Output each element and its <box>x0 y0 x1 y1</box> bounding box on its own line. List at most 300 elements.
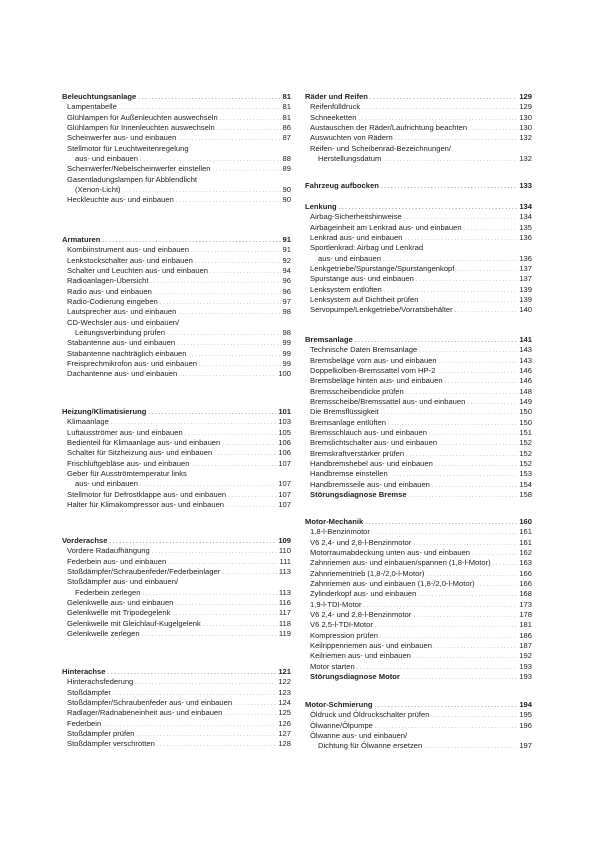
entry-label: Gelenkwelle mit Gleichlauf-Kugelgelenk <box>67 618 201 628</box>
toc-entry[interactable] <box>305 212 532 222</box>
dot-leader <box>189 350 281 360</box>
page-number: 107 <box>278 458 291 468</box>
entry-label: Beleuchtungsanlage <box>62 92 137 101</box>
toc-entry[interactable] <box>62 195 291 205</box>
entry-label: Störungsdiagnose Motor <box>310 672 400 682</box>
page-number: 148 <box>519 386 532 396</box>
entry-label: 1,8-l-Benzinmotor <box>310 527 370 537</box>
toc-entry[interactable] <box>305 589 532 599</box>
page-number: 161 <box>519 537 532 547</box>
toc-entry[interactable] <box>62 144 291 154</box>
page-number: 133 <box>519 181 532 190</box>
section-heading[interactable] <box>62 235 291 245</box>
page-number: 106 <box>278 438 291 448</box>
toc-entry[interactable] <box>62 677 291 687</box>
dot-leader <box>432 481 517 491</box>
entry-label: Handbremse einstellen <box>310 469 388 479</box>
dot-leader <box>142 630 277 640</box>
toc-entry[interactable] <box>305 123 532 133</box>
toc-entry[interactable] <box>62 619 291 629</box>
toc-entry[interactable] <box>305 233 532 243</box>
page-number: 150 <box>519 407 532 417</box>
toc-entry[interactable] <box>62 500 291 510</box>
entry-label: Räder und Reifen <box>305 92 368 101</box>
toc-section <box>62 536 291 639</box>
dot-leader <box>469 124 517 134</box>
page-number: 118 <box>278 618 291 628</box>
page-number: 134 <box>519 212 532 222</box>
toc-entry[interactable] <box>62 708 291 718</box>
toc-entry[interactable] <box>62 307 291 317</box>
dot-leader <box>178 308 280 318</box>
entry-label: Schneeketten <box>310 112 357 122</box>
entry-label: Handbremsseile aus- und einbauen <box>310 479 430 489</box>
dot-leader <box>437 367 517 377</box>
section-heading[interactable] <box>305 92 532 102</box>
entry-label: Schalter und Leuchten aus- und einbauen <box>67 266 209 276</box>
toc-entry[interactable] <box>305 113 532 123</box>
entry-label: Handbremshebel aus- und einbauen <box>310 459 433 469</box>
page-number: 152 <box>519 438 532 448</box>
page-number: 140 <box>519 305 532 315</box>
toc-entry[interactable] <box>62 490 291 500</box>
toc-entry[interactable] <box>305 710 532 720</box>
toc-entry[interactable] <box>305 469 532 479</box>
page-number: 86 <box>282 123 291 133</box>
page-number: 107 <box>278 479 291 489</box>
entry-label: Gelenkwelle mit Tripodegelenk <box>67 608 171 618</box>
dot-leader <box>383 155 517 165</box>
toc-entry-continuation[interactable] <box>62 588 291 598</box>
entry-label: Frischluftgebläse aus- und einbauen <box>67 458 190 468</box>
section-heading[interactable] <box>305 700 532 710</box>
entry-label: aus- und einbauen <box>75 154 138 164</box>
toc-entry[interactable] <box>305 438 532 448</box>
entry-label: Sportlenkrad: Airbag und Lenkrad <box>310 243 424 253</box>
entry-label: Gelenkwelle zerlegen <box>67 629 140 639</box>
toc-entry[interactable] <box>62 287 291 297</box>
dot-leader <box>418 590 517 600</box>
toc-entry[interactable] <box>62 719 291 729</box>
toc-entry[interactable] <box>305 558 532 568</box>
toc-entry[interactable] <box>305 672 532 682</box>
toc-entry[interactable] <box>305 305 532 315</box>
entry-label: Vordere Radaufhängung <box>67 546 150 556</box>
page-number: 90 <box>282 195 291 205</box>
page-number: 121 <box>278 667 291 676</box>
toc-entry[interactable] <box>305 449 532 459</box>
toc-entry[interactable] <box>62 546 291 556</box>
toc-entry[interactable] <box>305 387 532 397</box>
page-number: 129 <box>519 92 532 101</box>
dot-leader <box>138 93 280 103</box>
toc-entry[interactable] <box>305 223 532 233</box>
dot-leader <box>152 547 277 557</box>
page-number: 113 <box>278 567 291 577</box>
toc-entry[interactable] <box>62 297 291 307</box>
page-number: 113 <box>278 587 291 597</box>
section-heading[interactable] <box>62 536 291 546</box>
toc-entry[interactable] <box>62 438 291 448</box>
toc-entry[interactable] <box>62 276 291 286</box>
toc-entry[interactable] <box>305 620 532 630</box>
entry-label: Federbein aus- und einbauen <box>67 556 167 566</box>
entry-label: Bremsanlage <box>305 335 353 344</box>
page-number: 97 <box>282 297 291 307</box>
dot-leader <box>222 439 276 449</box>
entry-label: Glühlampen für Innenleuchten auswechseln <box>67 123 215 133</box>
entry-label: Geber für Ausströmtemperatur links <box>67 469 187 479</box>
toc-entry[interactable] <box>62 338 291 348</box>
toc-entry[interactable] <box>62 459 291 469</box>
entry-label: Heizung/Klimatisierung <box>62 407 147 416</box>
dot-leader <box>456 265 517 275</box>
dot-leader <box>157 740 277 750</box>
toc-entry[interactable] <box>62 113 291 123</box>
section-heading[interactable] <box>62 92 291 102</box>
page-number: 91 <box>282 235 291 244</box>
dot-leader <box>214 449 276 459</box>
page-number: 88 <box>282 154 291 164</box>
dot-leader <box>213 165 281 175</box>
entry-label: Reifenfülldruck <box>310 102 361 112</box>
toc-entry[interactable] <box>305 600 532 610</box>
entry-label: Spurstange aus- und einbauen <box>310 274 414 284</box>
page-number: 153 <box>519 469 532 479</box>
page-number: 149 <box>519 397 532 407</box>
toc-entry[interactable] <box>305 428 532 438</box>
entry-label: Störungsdiagnose Bremse <box>310 490 407 500</box>
toc-entry[interactable] <box>305 274 532 284</box>
page-number: 132 <box>519 154 532 164</box>
page-number: 154 <box>519 479 532 489</box>
toc-entry[interactable] <box>305 527 532 537</box>
toc-entry[interactable] <box>305 548 532 558</box>
page-number: 106 <box>278 448 291 458</box>
toc-entry[interactable] <box>62 629 291 639</box>
toc-entry[interactable] <box>62 739 291 749</box>
section-heading[interactable] <box>62 407 291 417</box>
entry-label: Hinterachse <box>62 667 106 676</box>
toc-entry[interactable] <box>62 123 291 133</box>
entry-label: Halter für Klimakompressor aus- und einbauen <box>67 500 225 510</box>
toc-section <box>62 235 291 380</box>
entry-label: Radlager/Radnabeneinheit aus- und einbauen <box>67 708 223 718</box>
entry-label: Freisprechmikrofon aus- und einbauen <box>67 359 198 369</box>
toc-entry-continuation[interactable] <box>305 154 532 164</box>
toc-entry[interactable] <box>305 631 532 641</box>
dot-leader <box>222 568 277 578</box>
entry-label: Bremslichtschalter aus- und einbauen <box>310 438 438 448</box>
page-number: 130 <box>519 123 532 133</box>
section-heading[interactable] <box>305 202 532 212</box>
page-number: 122 <box>278 677 291 687</box>
page-number: 143 <box>519 355 532 365</box>
page-number: 103 <box>278 417 291 427</box>
dot-leader <box>381 408 518 418</box>
entry-label: Federbein zerlegen <box>75 587 141 597</box>
page-number: 137 <box>519 274 532 284</box>
entry-label: Technische Daten Bremsanlage <box>310 345 418 355</box>
entry-label: Glühlampen für Außenleuchten auswechseln <box>67 112 218 122</box>
toc-entry[interactable] <box>305 569 532 579</box>
toc-entry[interactable] <box>62 245 291 255</box>
dot-leader <box>365 518 517 528</box>
toc-entry[interactable] <box>62 266 291 276</box>
toc-entry[interactable] <box>62 698 291 708</box>
toc-entry[interactable] <box>305 721 532 731</box>
dot-leader <box>160 298 281 308</box>
dot-leader <box>220 114 281 124</box>
toc-entry[interactable] <box>62 598 291 608</box>
toc-entry[interactable] <box>305 459 532 469</box>
page-number: 128 <box>278 739 291 749</box>
toc-section <box>305 700 532 752</box>
entry-label: Auswuchten von Rädern <box>310 133 393 143</box>
toc-entry[interactable] <box>305 345 532 355</box>
page-number: 99 <box>282 338 291 348</box>
dot-leader <box>434 642 517 652</box>
section-heading[interactable] <box>305 517 532 527</box>
page-number: 146 <box>519 376 532 386</box>
toc-entry[interactable] <box>305 662 532 672</box>
entry-label: Austauschen der Räder/Laufrichtung beachten <box>310 123 468 133</box>
toc-entry[interactable] <box>62 175 291 185</box>
entry-label: Schalter für Sitzheizung aus- und einbauen <box>67 448 213 458</box>
page-number: 160 <box>519 517 532 526</box>
dot-leader <box>477 580 518 590</box>
page-number: 101 <box>278 407 291 416</box>
dot-leader <box>375 621 517 631</box>
dot-leader <box>224 709 276 719</box>
page-number: 136 <box>519 253 532 263</box>
page-number: 186 <box>519 630 532 640</box>
entry-label: Dichtung für Ölwanne ersetzen <box>318 741 423 751</box>
page-number: 163 <box>519 558 532 568</box>
toc-entry[interactable] <box>305 538 532 548</box>
page-number: 92 <box>282 255 291 265</box>
toc-entry[interactable] <box>305 376 532 386</box>
page-number: 146 <box>519 366 532 376</box>
toc-entry[interactable] <box>305 641 532 651</box>
toc-entry[interactable] <box>305 295 532 305</box>
entry-label: Lenkgetriebe/Spurstange/Spurstangenkopf <box>310 264 455 274</box>
toc-entry[interactable] <box>62 164 291 174</box>
toc-entry[interactable] <box>305 610 532 620</box>
entry-label: Lenksystem auf Dichtheit prüfen <box>310 295 419 305</box>
dot-leader <box>228 491 276 501</box>
entry-label: Heckleuchte aus- und einbauen <box>67 195 174 205</box>
toc-entry[interactable] <box>62 318 291 328</box>
page-number: 135 <box>519 222 532 232</box>
page-number: 168 <box>519 589 532 599</box>
toc-entry[interactable] <box>62 469 291 479</box>
entry-label: Luftausströmer aus- und einbauen <box>67 427 183 437</box>
toc-entry[interactable] <box>62 557 291 567</box>
entry-label: Zahnriemen aus- und einbauen (1,8-/2,0-l-Motor) <box>310 579 475 589</box>
page-number: 124 <box>278 698 291 708</box>
dot-leader <box>402 673 517 683</box>
entry-label: Hinterachsfederung <box>67 677 134 687</box>
dot-leader <box>467 398 517 408</box>
page-number: 127 <box>278 729 291 739</box>
toc-section <box>305 202 532 316</box>
toc-entry[interactable] <box>62 729 291 739</box>
page-number: 166 <box>519 568 532 578</box>
toc-entry-continuation[interactable] <box>305 254 532 264</box>
entry-label: Bremskraftverstärker prüfen <box>310 448 405 458</box>
entry-label: Airbag-Sicherheitshinweise <box>310 212 402 222</box>
toc-entry[interactable] <box>305 144 532 154</box>
entry-label: Zylinderkopf aus- und einbauen <box>310 589 417 599</box>
toc-entry-continuation[interactable] <box>62 328 291 338</box>
toc-entry[interactable] <box>62 688 291 698</box>
toc-entry[interactable] <box>62 133 291 143</box>
entry-label: Bedienteil für Klimaanlage aus- und einbauen <box>67 438 221 448</box>
page-number: 125 <box>278 708 291 718</box>
entry-label: Radio-Codierung eingeben <box>67 297 158 307</box>
toc-entry-continuation[interactable] <box>62 185 291 195</box>
dot-leader <box>137 730 277 740</box>
toc-section <box>305 517 532 683</box>
page-number: 139 <box>519 284 532 294</box>
dot-leader <box>370 93 517 103</box>
entry-label: Öldruck und Öldruckschalter prüfen <box>310 710 430 720</box>
toc-entry[interactable] <box>62 608 291 618</box>
dot-leader <box>431 711 517 721</box>
section-heading[interactable] <box>305 181 532 191</box>
toc-entry[interactable] <box>305 264 532 274</box>
page-number: 132 <box>519 133 532 143</box>
toc-entry[interactable] <box>305 102 532 112</box>
toc-entry[interactable] <box>62 577 291 587</box>
page-number: 91 <box>282 245 291 255</box>
toc-entry[interactable] <box>62 428 291 438</box>
entry-label: Ölwanne aus- und einbauen/ <box>310 731 408 741</box>
toc-entry[interactable] <box>305 285 532 295</box>
toc-entry[interactable] <box>305 356 532 366</box>
toc-entry[interactable] <box>62 417 291 427</box>
toc-entry[interactable] <box>305 490 532 500</box>
toc-entry[interactable] <box>62 567 291 577</box>
entry-label: Motor-Mechanik <box>305 517 364 526</box>
entry-label: Reifen- und Scheibenrad-Bezeichnungen/ <box>310 143 452 153</box>
toc-section <box>62 407 291 510</box>
toc-entry-continuation[interactable] <box>62 479 291 489</box>
entry-label: Lautsprecher aus- und einbauen <box>67 307 177 317</box>
dot-leader <box>445 377 518 387</box>
dot-leader <box>217 124 281 134</box>
toc-entry-continuation[interactable] <box>62 154 291 164</box>
entry-label: Fahrzeug aufbocken <box>305 181 379 190</box>
toc-entry[interactable] <box>62 349 291 359</box>
toc-entry[interactable] <box>305 243 532 253</box>
page-number: 107 <box>278 500 291 510</box>
dot-leader <box>416 275 517 285</box>
dot-leader <box>191 246 281 256</box>
entry-label: V6 2,4- und 2,8-l-Benzinmotor <box>310 537 412 547</box>
entry-label: Stabantenne nachträglich einbauen <box>67 348 187 358</box>
entry-label: Stoßdämpfer/Schraubenfeder aus- und einbauen <box>67 698 233 708</box>
page-number: 195 <box>519 710 532 720</box>
page-number: 129 <box>519 102 532 112</box>
entry-label: Stoßdämpfer <box>67 687 111 697</box>
toc-entry[interactable] <box>62 102 291 112</box>
page-number: 110 <box>278 546 291 556</box>
entry-label: Bremsbeläge hinten aus- und einbauen <box>310 376 443 386</box>
section-heading[interactable] <box>305 335 532 345</box>
entry-label: Federbein <box>67 718 102 728</box>
page-number: 96 <box>282 276 291 286</box>
page-number: 173 <box>519 599 532 609</box>
toc-entry[interactable] <box>62 448 291 458</box>
entry-label: Stoßdämpfer aus- und einbauen/ <box>67 577 179 587</box>
page-number: 166 <box>519 579 532 589</box>
page-number: 139 <box>519 295 532 305</box>
entry-label: Motor-Schmierung <box>305 700 373 709</box>
entry-label: Gasentladungslampen für Abblendlicht <box>67 174 198 184</box>
page-number: 196 <box>519 720 532 730</box>
toc-entry[interactable] <box>305 731 532 741</box>
toc-entry[interactable] <box>305 407 532 417</box>
dot-leader <box>203 620 277 630</box>
page-number: 99 <box>282 348 291 358</box>
entry-label: Scheinwerfer aus- und einbauen <box>67 133 177 143</box>
entry-label: Lenkstockschalter aus- und einbauen <box>67 255 193 265</box>
toc-section <box>305 92 532 164</box>
entry-label: Zahnriemen aus- und einbauen/spannen (1,8-l-Motor) <box>310 558 491 568</box>
page-number: 126 <box>278 718 291 728</box>
page-number: 81 <box>282 102 291 112</box>
section-heading[interactable] <box>62 667 291 677</box>
toc-entry-continuation[interactable] <box>305 741 532 751</box>
page-number: 111 <box>279 556 291 566</box>
toc-section <box>305 181 532 191</box>
toc-entry[interactable] <box>305 480 532 490</box>
entry-label: Keilriemen aus- und einbauen <box>310 651 411 661</box>
toc-entry[interactable] <box>62 369 291 379</box>
entry-label: Bremsanlage entlüften <box>310 417 386 427</box>
page-number: 193 <box>519 672 532 682</box>
entry-label: Stoßdämpfer verschrotten <box>67 739 155 749</box>
dot-leader <box>175 599 277 609</box>
toc-entry[interactable] <box>62 256 291 266</box>
page-number: 136 <box>519 233 532 243</box>
toc-section <box>305 335 532 501</box>
entry-label: Kompression prüfen <box>310 630 378 640</box>
dot-leader <box>409 491 518 501</box>
toc-entry[interactable] <box>305 418 532 428</box>
page-number: 134 <box>519 202 532 211</box>
page-number: 151 <box>519 428 532 438</box>
entry-label: V6 2,5-l-TDI-Motor <box>310 620 373 630</box>
toc-entry[interactable] <box>305 651 532 661</box>
entry-label: Stoßdämpfer prüfen <box>67 729 135 739</box>
entry-label: V6 2,4- und 2,8-l-Benzinmotor <box>310 610 412 620</box>
page-number: 162 <box>519 548 532 558</box>
dot-leader <box>413 652 517 662</box>
entry-label: Scheinwerfer/Nebelscheinwerfer einstellen <box>67 164 211 174</box>
dot-leader <box>424 742 517 752</box>
entry-label: Zahnriementrieb (1,8-/2,0-l-Motor) <box>310 568 425 578</box>
toc-entry[interactable] <box>305 397 532 407</box>
entry-label: Servopumpe/Lenkgetriebe/Vorratsbehälter <box>310 305 453 315</box>
toc-entry[interactable] <box>305 133 532 143</box>
toc-entry[interactable] <box>305 579 532 589</box>
dot-leader <box>179 370 276 380</box>
toc-entry[interactable] <box>305 366 532 376</box>
toc-entry[interactable] <box>62 359 291 369</box>
